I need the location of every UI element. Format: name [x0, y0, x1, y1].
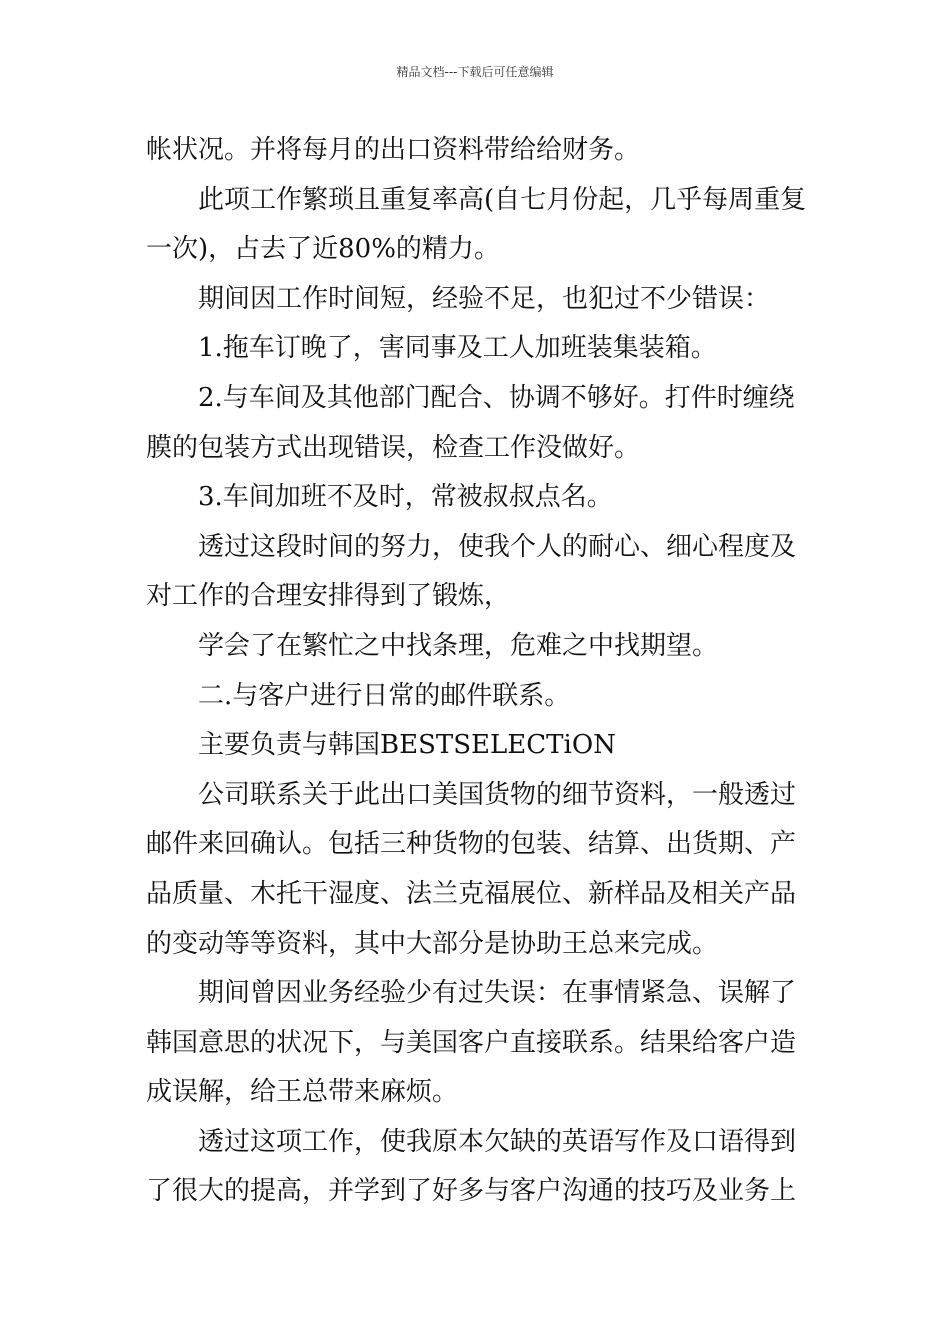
text-line: 1.拖车订晚了，害同事及工人加班装集装箱。	[198, 333, 717, 364]
text-line: 3.车间加班不及时，常被叔叔点名。	[198, 482, 613, 513]
text-line: 此项工作繁琐且重复率高(自七月份起，几乎每周重复	[198, 184, 807, 215]
text-line: 2.与车间及其他部门配合、协调不够好。打件时缠绕	[198, 382, 795, 413]
page-header: 精品文档---下载后可任意编辑	[396, 65, 554, 79]
text-line: 帐状况。并将每月的出口资料带给给财务。	[146, 135, 641, 165]
text-line: 透过这项工作，使我原本欠缺的英语写作及口语得到	[198, 1126, 797, 1157]
text-line: 成误解，给王总带来麻烦。	[146, 1077, 459, 1108]
text-line: 一次)，占去了近80%的精力。	[146, 234, 500, 265]
text-line: 期间曾因业务经验少有过失误：在事情紧急、误解了	[198, 978, 797, 1009]
text-line: 膜的包装方式出现错误，检查工作没做好。	[146, 432, 641, 463]
text-line: 透过这段时间的努力，使我个人的耐心、细心程度及	[198, 531, 797, 562]
document-body	[146, 126, 810, 1217]
text-line: 二.与客户进行日常的邮件联系。	[198, 680, 571, 711]
text-line: 的变动等等资料，其中大部分是协助王总来完成。	[146, 928, 719, 959]
text-line: 期间因工作时间短，经验不足，也犯过不少错误：	[198, 283, 771, 314]
text-line: 邮件来回确认。包括三种货物的包装、结算、出货期、产	[146, 829, 797, 860]
text-line: 韩国意思的状况下，与美国客户直接联系。结果给客户造	[146, 1027, 797, 1058]
text-line: 对工作的合理安排得到了锻炼，	[146, 581, 511, 612]
text-line: 品质量、木托干湿度、法兰克福展位、新样品及相关产品	[146, 878, 797, 909]
text-line: 公司联系关于此出口美国货物的细节资料，一般透过	[198, 779, 797, 810]
text-line: 主要负责与韩国BESTSELECTiON	[198, 730, 616, 761]
text-line: 学会了在繁忙之中找条理，危难之中找期望。	[198, 630, 719, 661]
text-line: 了很大的提高，并学到了好多与客户沟通的技巧及业务上	[146, 1176, 797, 1207]
